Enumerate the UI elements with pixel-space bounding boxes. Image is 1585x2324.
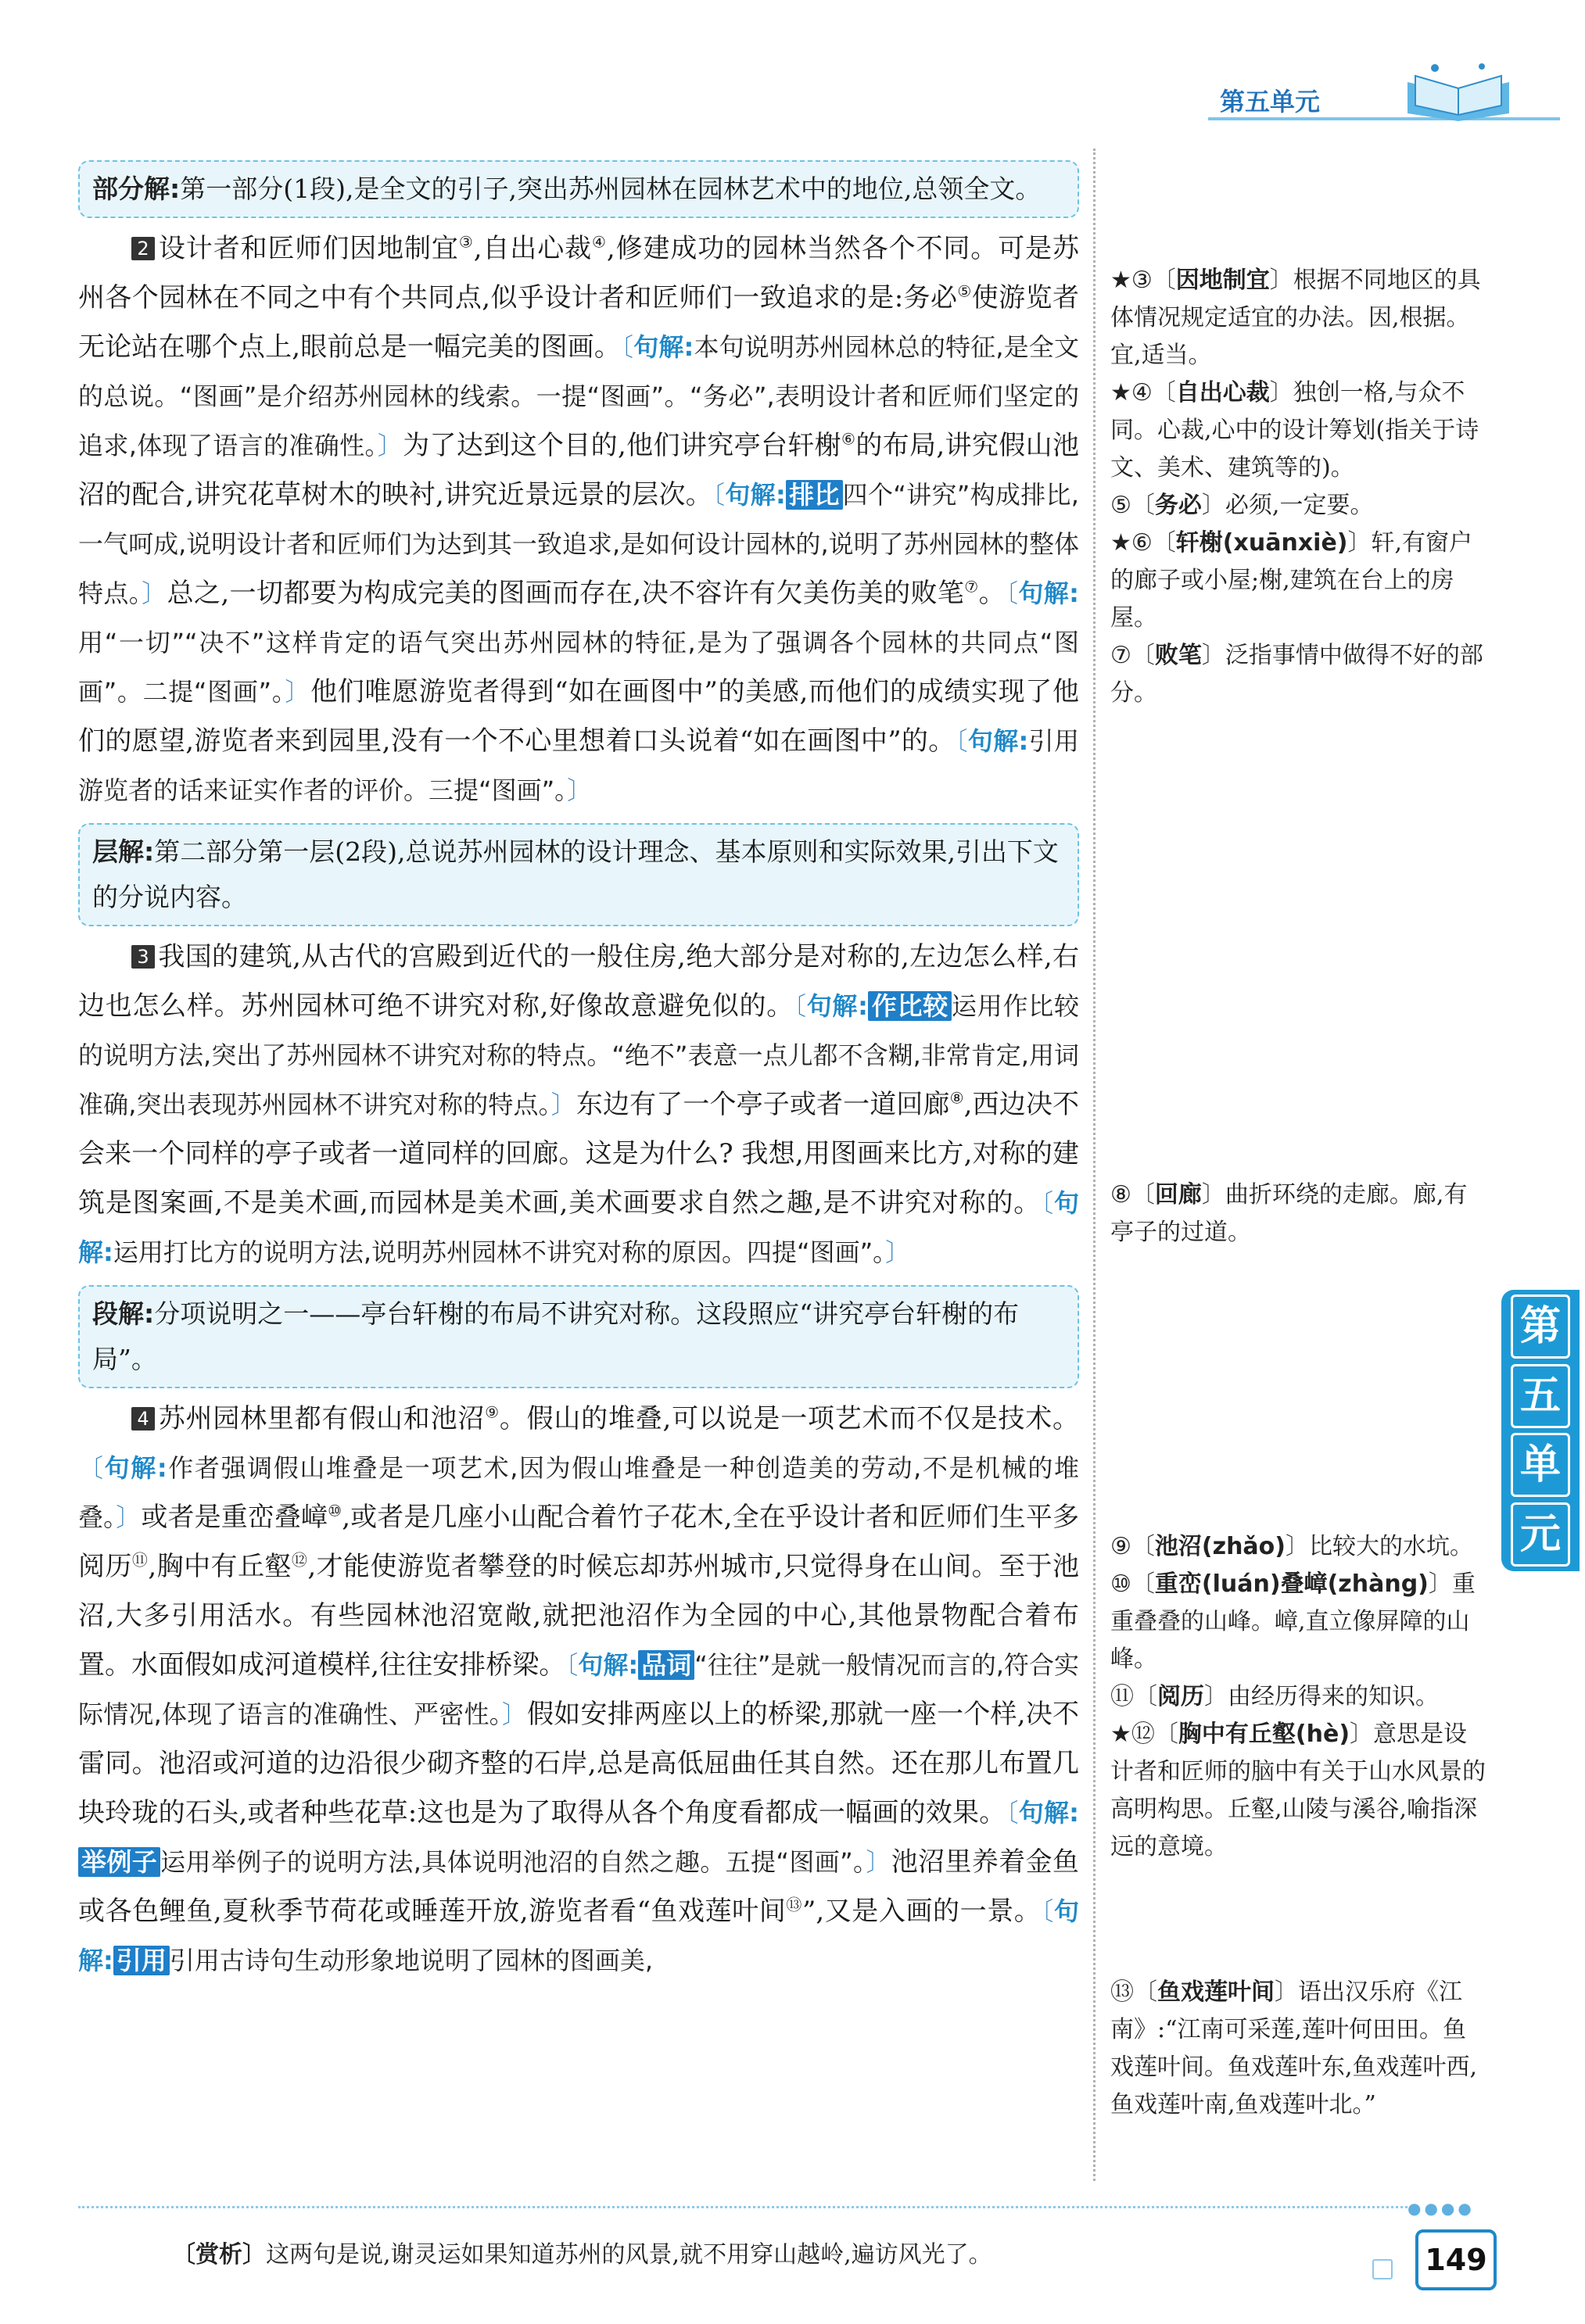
glossary-definition: 〕曲折环绕的走廊。廊,有亭子的过道。 bbox=[1110, 1181, 1468, 1246]
page-number: 149 bbox=[1415, 2229, 1497, 2290]
box-title: 部分解: bbox=[92, 174, 181, 204]
text: 设计者和匠师们因地制宜 bbox=[158, 233, 459, 264]
glossary-definition: 〕比较大的水坑。 bbox=[1286, 1533, 1474, 1560]
annotation-text: “往往”是就一般情况而言的,符合实际情况,体现了语言的准确性、严密性。 bbox=[78, 1650, 1079, 1729]
annotation-text: 运用打比方的说明方法,说明苏州园林不讲究对称的原因。四提“图画”。 bbox=[113, 1237, 886, 1267]
glossary-group-4 bbox=[1110, 1974, 1486, 2124]
annotation-label: 句解: bbox=[78, 1188, 1079, 1267]
footer-note bbox=[172, 2236, 992, 2275]
glossary-marker: ★⑥〔 bbox=[1110, 529, 1176, 557]
glossary-term: 池沼(zhǎo) bbox=[1154, 1533, 1286, 1560]
annotation-label: 句解: bbox=[633, 332, 694, 362]
text: 假如安排两座以上的桥梁,那就一座一个样,决不雷同。池沼或河道的边沿很少砌齐整的石岸,总是高低屈曲任其自然。还在那儿布置几块玲珑的石头,或者种些花草:这也是为了取得从各个角度看都成一幅画的效果。 bbox=[78, 1699, 1079, 1828]
box-text: 第二部分第一层(2段),总说苏州园林的设计理念、基本原则和实际效果,引出下文的分说内容。 bbox=[92, 836, 1059, 912]
paragraph-summary-box bbox=[78, 1285, 1079, 1388]
glossary-term: 重峦(luán)叠嶂(zhàng) bbox=[1154, 1570, 1429, 1598]
glossary-marker: ★⑫〔 bbox=[1110, 1721, 1178, 1748]
sentence-annotation: 〔句解: 排比 四个“讲究”构成排比,一气呵成,说明设计者和匠师们为达到其一致追求,是如何设计园林的,说明了苏州园林的整体特点。〕 bbox=[78, 480, 1079, 608]
glossary-group-1 bbox=[1110, 262, 1486, 712]
annotation-label: 句解: bbox=[104, 1453, 167, 1483]
footer-text: 这两句是说,谢灵运如果知道苏州的风景,就不用穿山越岭,遍访风光了。 bbox=[266, 2241, 992, 2268]
column-divider bbox=[1093, 149, 1096, 2181]
technique-chip: 品词 bbox=[638, 1650, 694, 1680]
footer-divider bbox=[78, 2206, 1407, 2208]
square-icon bbox=[1372, 2259, 1393, 2279]
sentence-annotation: 〔句解: 引用 引用古诗句生动形象地说明了园林的图画美, bbox=[78, 1896, 1079, 1975]
glossary-term: 鱼戏莲叶间 bbox=[1157, 1978, 1275, 2006]
section-summary-box bbox=[78, 160, 1079, 218]
glossary-definition: 〕独创一格,与众不同。心裁,心中的设计筹划(指关于诗文、美术、建筑等的)。 bbox=[1110, 379, 1479, 482]
sentence-annotation: 〔句解:引用游览者的话来证实作者的评价。三提“图画”。〕 bbox=[78, 726, 1079, 805]
paragraph-number: 4 bbox=[131, 1407, 155, 1431]
text: 。 bbox=[978, 578, 1006, 609]
sentence-annotation: 〔句解:用“一切”“决不”这样肯定的语气突出苏州园林的特征,是为了强调各个园林的共同点“图画”。二提“图画”。〕 bbox=[78, 578, 1079, 707]
box-title: 层解: bbox=[92, 836, 155, 867]
paragraph-3 bbox=[78, 933, 1079, 1277]
text: 。假山的堆叠,可以说是一项艺术而不仅是技术。 bbox=[499, 1403, 1079, 1434]
tab-char: 五 bbox=[1511, 1364, 1570, 1428]
annotation-text: 运用作比较的说明方法,突出了苏州园林不讲究对称的特点。“绝不”表意一点儿都不含糊,非常肯定,用词准确,突出表现苏州园林不讲究对称的特点。 bbox=[78, 991, 1079, 1119]
annotation-text: 引用游览者的话来证实作者的评价。三提“图画”。 bbox=[78, 726, 1079, 805]
glossary-term: 务必 bbox=[1154, 492, 1202, 519]
unit-side-tab bbox=[1501, 1290, 1580, 1571]
glossary-term: 自出心裁 bbox=[1175, 379, 1270, 406]
technique-chip: 引用 bbox=[113, 1946, 170, 1975]
glossary-term: 轩榭(xuānxiè) bbox=[1175, 529, 1348, 557]
glossary-definition: 〕必须,一定要。 bbox=[1201, 492, 1374, 519]
text: 苏州园林里都有假山和池沼 bbox=[158, 1403, 486, 1434]
box-title: 段解: bbox=[92, 1298, 155, 1329]
text: ,自出心裁 bbox=[473, 233, 593, 264]
footnote-ref: ⑫ bbox=[291, 1550, 308, 1570]
text: 总之,一切都要为构成完美的图画而存在,决不容许有欠美伤美的败笔 bbox=[167, 578, 965, 609]
glossary-definition: 〕轩,有窗户的廊子或小屋;榭,建筑在台上的房屋。 bbox=[1110, 529, 1473, 632]
box-text: 第一部分(1段),是全文的引子,突出苏州园林在园林艺术中的地位,总领全文。 bbox=[180, 174, 1042, 204]
glossary-group-3 bbox=[1110, 1528, 1486, 1866]
glossary-marker: ⑬〔 bbox=[1110, 1978, 1157, 2006]
sentence-annotation: 〔句解:作者强调假山堆叠是一项艺术,因为假山堆叠是一种创造美的劳动,不是机械的堆叠。〕 bbox=[78, 1453, 1079, 1532]
glossary-item bbox=[1110, 262, 1486, 374]
text: ,胸中有丘壑 bbox=[148, 1551, 292, 1582]
glossary-item bbox=[1110, 1176, 1486, 1252]
unit-header-label: 第五单元 bbox=[1220, 87, 1321, 116]
technique-chip: 作比较 bbox=[868, 991, 952, 1021]
glossary-marker: ⑩〔 bbox=[1110, 1570, 1155, 1598]
sentence-annotation: 〔句解: 作比较 运用作比较的说明方法,突出了苏州园林不讲究对称的特点。“绝不”表意一点儿都不含糊,非常肯定,用词准确,突出表现苏州园林不讲究对称的特点。〕 bbox=[78, 991, 1079, 1119]
glossary-item bbox=[1110, 1974, 1486, 2124]
footer-dots-icon: ●●●● bbox=[1407, 2199, 1475, 2218]
glossary-item bbox=[1110, 1678, 1486, 1716]
annotation-label: 句解: bbox=[1018, 578, 1079, 608]
glossary-definition: 〕语出汉乐府《江南》:“江南可采莲,莲叶何田田。鱼戏莲叶间。鱼戏莲叶东,鱼戏莲叶西,鱼戏莲叶南,鱼戏莲叶北。” bbox=[1110, 1978, 1478, 2118]
footnote-ref: ⑪ bbox=[131, 1550, 149, 1570]
text: 使游览者无论站在哪个点上,眼前总是一幅完美的图画。 bbox=[78, 282, 1080, 363]
glossary-item bbox=[1110, 1716, 1486, 1866]
annotation-label: 句解: bbox=[578, 1650, 639, 1680]
annotation-label: 句解: bbox=[725, 480, 786, 510]
main-text-column bbox=[78, 152, 1079, 1986]
text: 我国的建筑,从古代的宫殿到近代的一般住房,绝大部分是对称的,左边怎么样,右边也怎么样。苏州园林可绝不讲究对称,好像故意避免似的。 bbox=[78, 941, 1079, 1022]
paragraph-2 bbox=[78, 224, 1079, 815]
glossary-term: 因地制宜 bbox=[1175, 267, 1270, 294]
tab-char: 元 bbox=[1511, 1502, 1570, 1567]
glossary-definition: 〕由经历得来的知识。 bbox=[1204, 1683, 1439, 1710]
footnote-ref: ⑦ bbox=[964, 577, 979, 596]
text: 他们唯愿游览者得到“如在画图中”的美感,而他们的成绩实现了他们的愿望,游览者来到园里,没有一个不心里想着口头说着“如在画图中”的。 bbox=[78, 676, 1079, 757]
glossary-marker: ⑦〔 bbox=[1110, 642, 1155, 669]
layer-summary-box bbox=[78, 823, 1079, 926]
glossary-item bbox=[1110, 1528, 1486, 1566]
footnote-ref: ⑨ bbox=[485, 1402, 500, 1422]
sentence-annotation: 〔句解:举例子 运用举例子的说明方法,具体说明池沼的自然之趣。五提“图画”。〕 bbox=[78, 1798, 1079, 1877]
annotation-text: 四个“讲究”构成排比,一气呵成,说明设计者和匠师们为达到其一致追求,是如何设计园林的,说明了苏州园林的整体特点。 bbox=[78, 480, 1079, 608]
glossary-item bbox=[1110, 374, 1486, 487]
footnote-ref: ③ bbox=[458, 232, 474, 252]
text: 或者是重峦叠嶂 bbox=[141, 1502, 328, 1533]
annotation-text: 用“一切”“决不”这样肯定的语气突出苏州园林的特征,是为了强调各个园林的共同点“图画”。二提“图画”。 bbox=[78, 628, 1079, 707]
annotation-label: 句解: bbox=[78, 1896, 1079, 1975]
text: ,修建成功的园林当然各个不同。可是苏州各个园林在不同之中有个共同点,似乎设计者和匠师们一致追求的是:务必 bbox=[78, 233, 1080, 313]
box-text: 分项说明之一——亭台轩榭的布局不讲究对称。这段照应“讲究亭台轩榭的布局”。 bbox=[92, 1298, 1020, 1374]
sentence-annotation: 〔句解:本句说明苏州园林总的特征,是全文的总说。“图画”是介绍苏州园林的线索。一提“图画”。“务必”,表明设计者和匠师们坚定的追求,体现了语言的准确性。〕 bbox=[78, 332, 1079, 460]
footer-label: 〔赏析〕 bbox=[172, 2241, 266, 2268]
glossary-marker: ⑧〔 bbox=[1110, 1181, 1155, 1209]
technique-chip: 排比 bbox=[786, 480, 843, 510]
tab-char: 单 bbox=[1511, 1433, 1570, 1497]
paragraph-4 bbox=[78, 1395, 1079, 1986]
annotation-text: 本句说明苏州园林总的特征,是全文的总说。“图画”是介绍苏州园林的线索。一提“图画”。“务必”,表明设计者和匠师们坚定的追求,体现了语言的准确性。 bbox=[78, 332, 1079, 460]
glossary-term: 败笔 bbox=[1154, 642, 1202, 669]
footnote-ref: ⑥ bbox=[841, 429, 856, 449]
glossary-definition: 〕意思是设计者和匠师的脑中有关于山水风景的高明构思。丘壑,山陵与溪谷,喻指深远的意境。 bbox=[1110, 1721, 1486, 1860]
glossary-item bbox=[1110, 637, 1486, 712]
text: ,西边决不会来一个同样的亭子或者一道同样的回廊。这是为什么? 我想,用图画来比方,对称的建筑是图案画,不是美术画,而园林是美术画,美术画要求自然之趣,是不讲究对称的。 bbox=[78, 1089, 1079, 1219]
glossary-item bbox=[1110, 487, 1486, 525]
text: 东边有了一个亭子或者一道回廊 bbox=[576, 1089, 950, 1120]
text: 池沼里养着金鱼或各色鲤鱼,夏秋季节荷花或睡莲开放,游览者看“鱼戏莲叶间 bbox=[78, 1846, 1079, 1927]
glossary-marker: ★④〔 bbox=[1110, 379, 1176, 406]
annotation-text: 作者强调假山堆叠是一项艺术,因为假山堆叠是一种创造美的劳动,不是机械的堆叠。 bbox=[78, 1453, 1079, 1532]
technique-chip: 举例子 bbox=[78, 1847, 160, 1877]
sentence-annotation: 〔句解: 品词 “往往”是就一般情况而言的,符合实际情况,体现了语言的准确性、严密性。〕 bbox=[78, 1650, 1079, 1729]
tab-char: 第 bbox=[1511, 1294, 1570, 1359]
glossary-marker: ⑪〔 bbox=[1110, 1683, 1157, 1710]
glossary-item bbox=[1110, 525, 1486, 637]
text: ”,又是入画的一景。 bbox=[801, 1896, 1042, 1927]
glossary-term: 胸中有丘壑(hè) bbox=[1178, 1721, 1350, 1748]
footnote-ref: ⑤ bbox=[957, 281, 972, 301]
glossary-marker: ★③〔 bbox=[1110, 267, 1176, 294]
glossary-group-2 bbox=[1110, 1176, 1486, 1252]
footnote-ref: ⑬ bbox=[786, 1895, 802, 1914]
annotation-text: 运用举例子的说明方法,具体说明池沼的自然之趣。五提“图画”。 bbox=[160, 1847, 866, 1877]
annotation-text: 引用古诗句生动形象地说明了园林的图画美, bbox=[169, 1946, 654, 1975]
glossary-item bbox=[1110, 1566, 1486, 1678]
glossary-marker: ⑤〔 bbox=[1110, 492, 1155, 519]
text: ,才能使游览者攀登的时候忘却苏州城市,只觉得身在山间。至于池沼,大多引用活水。有些园林池沼宽敞,就把池沼作为全园的中心,其他景物配合着布置。水面假如成河道模样,往往安排桥梁。 bbox=[78, 1551, 1080, 1681]
footnote-ref: ⑧ bbox=[949, 1088, 964, 1108]
paragraph-number: 3 bbox=[131, 945, 155, 969]
glossary-definition: 〕重重叠叠的山峰。嶂,直立像屏障的山峰。 bbox=[1110, 1570, 1476, 1673]
glossary-definition: 〕泛指事情中做得不好的部分。 bbox=[1110, 642, 1483, 707]
annotation-label: 句解: bbox=[1018, 1798, 1079, 1828]
text: 为了达到这个目的,他们讲究亭台轩榭 bbox=[403, 430, 842, 461]
open-book-icon bbox=[1400, 59, 1517, 121]
glossary-term: 阅历 bbox=[1157, 1683, 1204, 1710]
glossary-term: 回廊 bbox=[1154, 1181, 1202, 1209]
annotation-label: 句解: bbox=[806, 991, 868, 1021]
glossary-definition: 〕根据不同地区的具体情况规定适宜的办法。因,根据。宜,适当。 bbox=[1110, 267, 1481, 369]
footnote-ref: ④ bbox=[592, 232, 607, 252]
footnote-ref: ⑩ bbox=[328, 1501, 342, 1520]
annotation-label: 句解: bbox=[967, 726, 1029, 756]
paragraph-number: 2 bbox=[131, 237, 155, 260]
glossary-marker: ⑨〔 bbox=[1110, 1533, 1155, 1560]
text: 的布局,讲究假山池沼的配合,讲究花草树木的映衬,讲究近景远景的层次。 bbox=[78, 430, 1079, 510]
sentence-annotation: 〔句解:运用打比方的说明方法,说明苏州园林不讲究对称的原因。四提“图画”。〕 bbox=[78, 1188, 1079, 1267]
text: ,或者是几座小山配合着竹子花木,全在乎设计者和匠师们生平多阅历 bbox=[78, 1502, 1079, 1582]
